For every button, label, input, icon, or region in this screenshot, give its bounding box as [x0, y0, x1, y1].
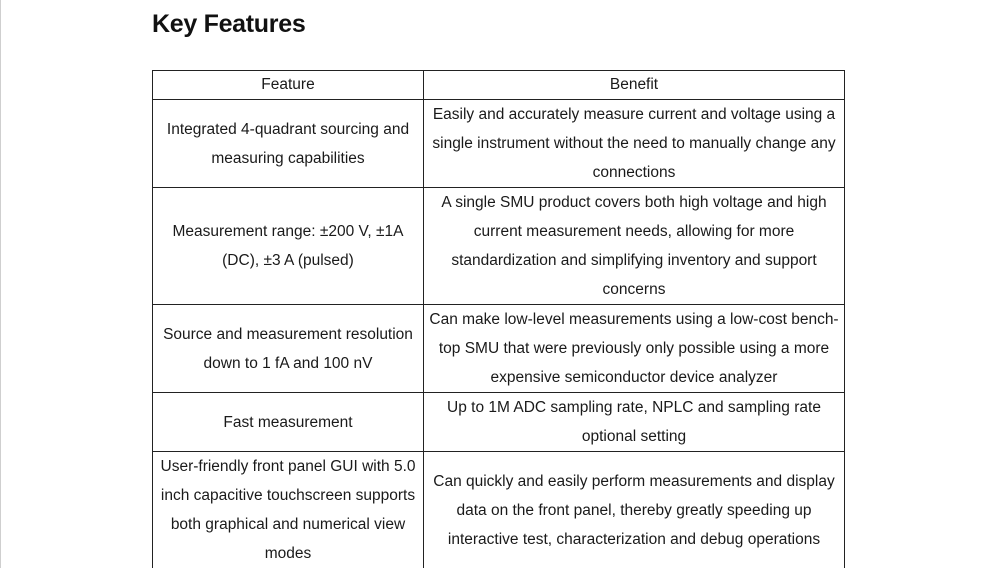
benefit-cell: A single SMU product covers both high voltage and high current measurement needs, allowing for more standardization and simplifying inventory and support concerns	[424, 188, 845, 305]
features-table	[152, 70, 845, 568]
column-header-feature: Feature	[153, 71, 424, 100]
feature-cell: Measurement range: ±200 V, ±1A (DC), ±3 A (pulsed)	[153, 188, 424, 305]
section-heading: Key Features	[152, 10, 306, 38]
feature-cell: User-friendly front panel GUI with 5.0 inch capacitive touchscreen supports both graphical and numerical view modes	[153, 452, 424, 568]
table-row	[153, 305, 845, 393]
benefit-cell: Up to 1M ADC sampling rate, NPLC and sampling rate optional setting	[424, 393, 845, 452]
table-row	[153, 452, 845, 568]
table-row	[153, 393, 845, 452]
table-row	[153, 100, 845, 188]
table-header-row	[153, 71, 845, 100]
benefit-cell: Can make low-level measurements using a low-cost bench-top SMU that were previously only possible using a more expensive semiconductor device analyzer	[424, 305, 845, 393]
benefit-cell: Easily and accurately measure current and voltage using a single instrument without the need to manually change any connections	[424, 100, 845, 188]
table-row	[153, 188, 845, 305]
feature-cell: Fast measurement	[153, 393, 424, 452]
feature-cell: Source and measurement resolution down to 1 fA and 100 nV	[153, 305, 424, 393]
feature-cell: Integrated 4-quadrant sourcing and measuring capabilities	[153, 100, 424, 188]
column-header-benefit: Benefit	[424, 71, 845, 100]
benefit-cell: Can quickly and easily perform measurements and display data on the front panel, thereby greatly speeding up interactive test, characterization and debug operations	[424, 452, 845, 568]
